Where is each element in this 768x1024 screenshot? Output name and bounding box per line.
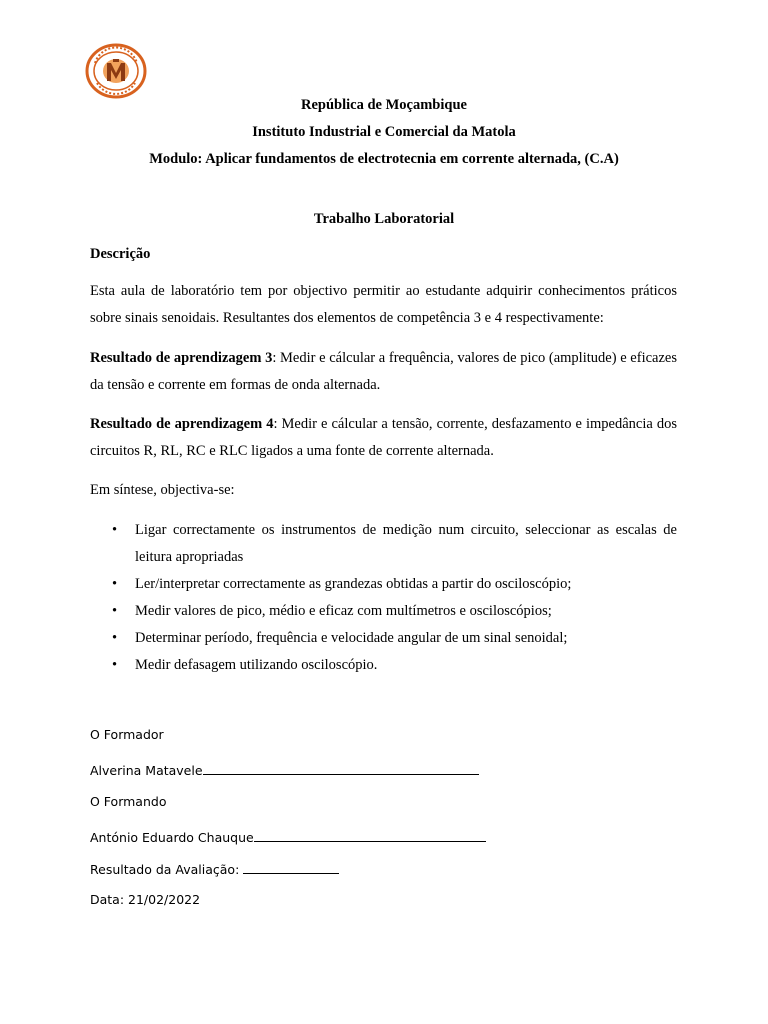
- outcome-4-paragraph: [90, 411, 677, 465]
- document-title: Trabalho Laboratorial: [313, 211, 455, 227]
- outcome-4-label: Resultado de aprendizagem 4: [90, 416, 274, 432]
- bullet-icon: •: [112, 630, 118, 646]
- trainee-signature-line: [90, 828, 486, 846]
- trainer-signature-line: [90, 761, 479, 779]
- institute-name: Instituto Industrial e Comercial da Matola: [252, 124, 516, 140]
- institute-seal-logo-icon: [85, 43, 147, 99]
- list-item-text: Ler/interpretar correctamente as grandezas obtidas a partir do osciloscópio;: [135, 576, 572, 592]
- outcome-4-text: : Medir e cálcular a tensão, corrente, desfazamento e impedância dos circuitos R, RL, RC e RLC ligados a uma fonte de corrente alternada.: [90, 416, 677, 459]
- summary-paragraph: Em síntese, objectiva-se:: [90, 482, 235, 498]
- list-item: [90, 625, 677, 652]
- evaluation-result-label: Resultado da Avaliação:: [90, 862, 244, 877]
- list-item-text: Medir valores de pico, médio e eficaz com multímetros e osciloscópios;: [135, 603, 552, 619]
- bullet-icon: •: [112, 522, 118, 538]
- outcome-3-paragraph: [90, 345, 677, 399]
- country-name: República de Moçambique: [301, 97, 467, 113]
- signature-underline: [203, 761, 479, 775]
- list-item-text: Determinar período, frequência e velocidade angular de um sinal senoidal;: [135, 630, 568, 646]
- document-date: Data: 21/02/2022: [90, 892, 201, 907]
- outcome-3-label: Resultado de aprendizagem 3: [90, 350, 273, 366]
- evaluation-result-line: [90, 860, 339, 878]
- list-item: [90, 598, 677, 625]
- objectives-list: [90, 517, 677, 679]
- list-item-text: Ligar correctamente os instrumentos de medição num circuito, seleccionar as escalas de leitura apropriadas: [135, 522, 677, 565]
- bullet-icon: •: [112, 576, 118, 592]
- outcome-3-text: : Medir e cálcular a frequência, valores de pico (amplitude) e eficazes da tensão e corrente em formas de onda alternada.: [90, 350, 677, 393]
- trainer-name: Alverina Matavele: [90, 763, 203, 778]
- trainer-label: O Formador: [90, 727, 164, 742]
- trainee-name: António Eduardo Chauque: [90, 830, 254, 845]
- trainee-label: O Formando: [90, 794, 167, 809]
- list-item: [90, 652, 677, 679]
- result-underline: [243, 860, 339, 874]
- list-item: [90, 571, 677, 598]
- list-item-text: Medir defasagem utilizando osciloscópio.: [135, 657, 378, 673]
- signature-underline: [254, 828, 486, 842]
- module-title: Modulo: Aplicar fundamentos de electrotecnia em corrente alternada, (C.A): [149, 151, 619, 167]
- bullet-icon: •: [112, 603, 118, 619]
- description-heading: Descrição: [90, 246, 151, 262]
- bullet-icon: •: [112, 657, 118, 673]
- list-item: [90, 517, 677, 571]
- intro-paragraph: Esta aula de laboratório tem por objectivo permitir ao estudante adquirir conhecimentos práticos sobre sinais senoidais. Resultantes dos elementos de competência 3 e 4 respectivamente:: [90, 283, 677, 326]
